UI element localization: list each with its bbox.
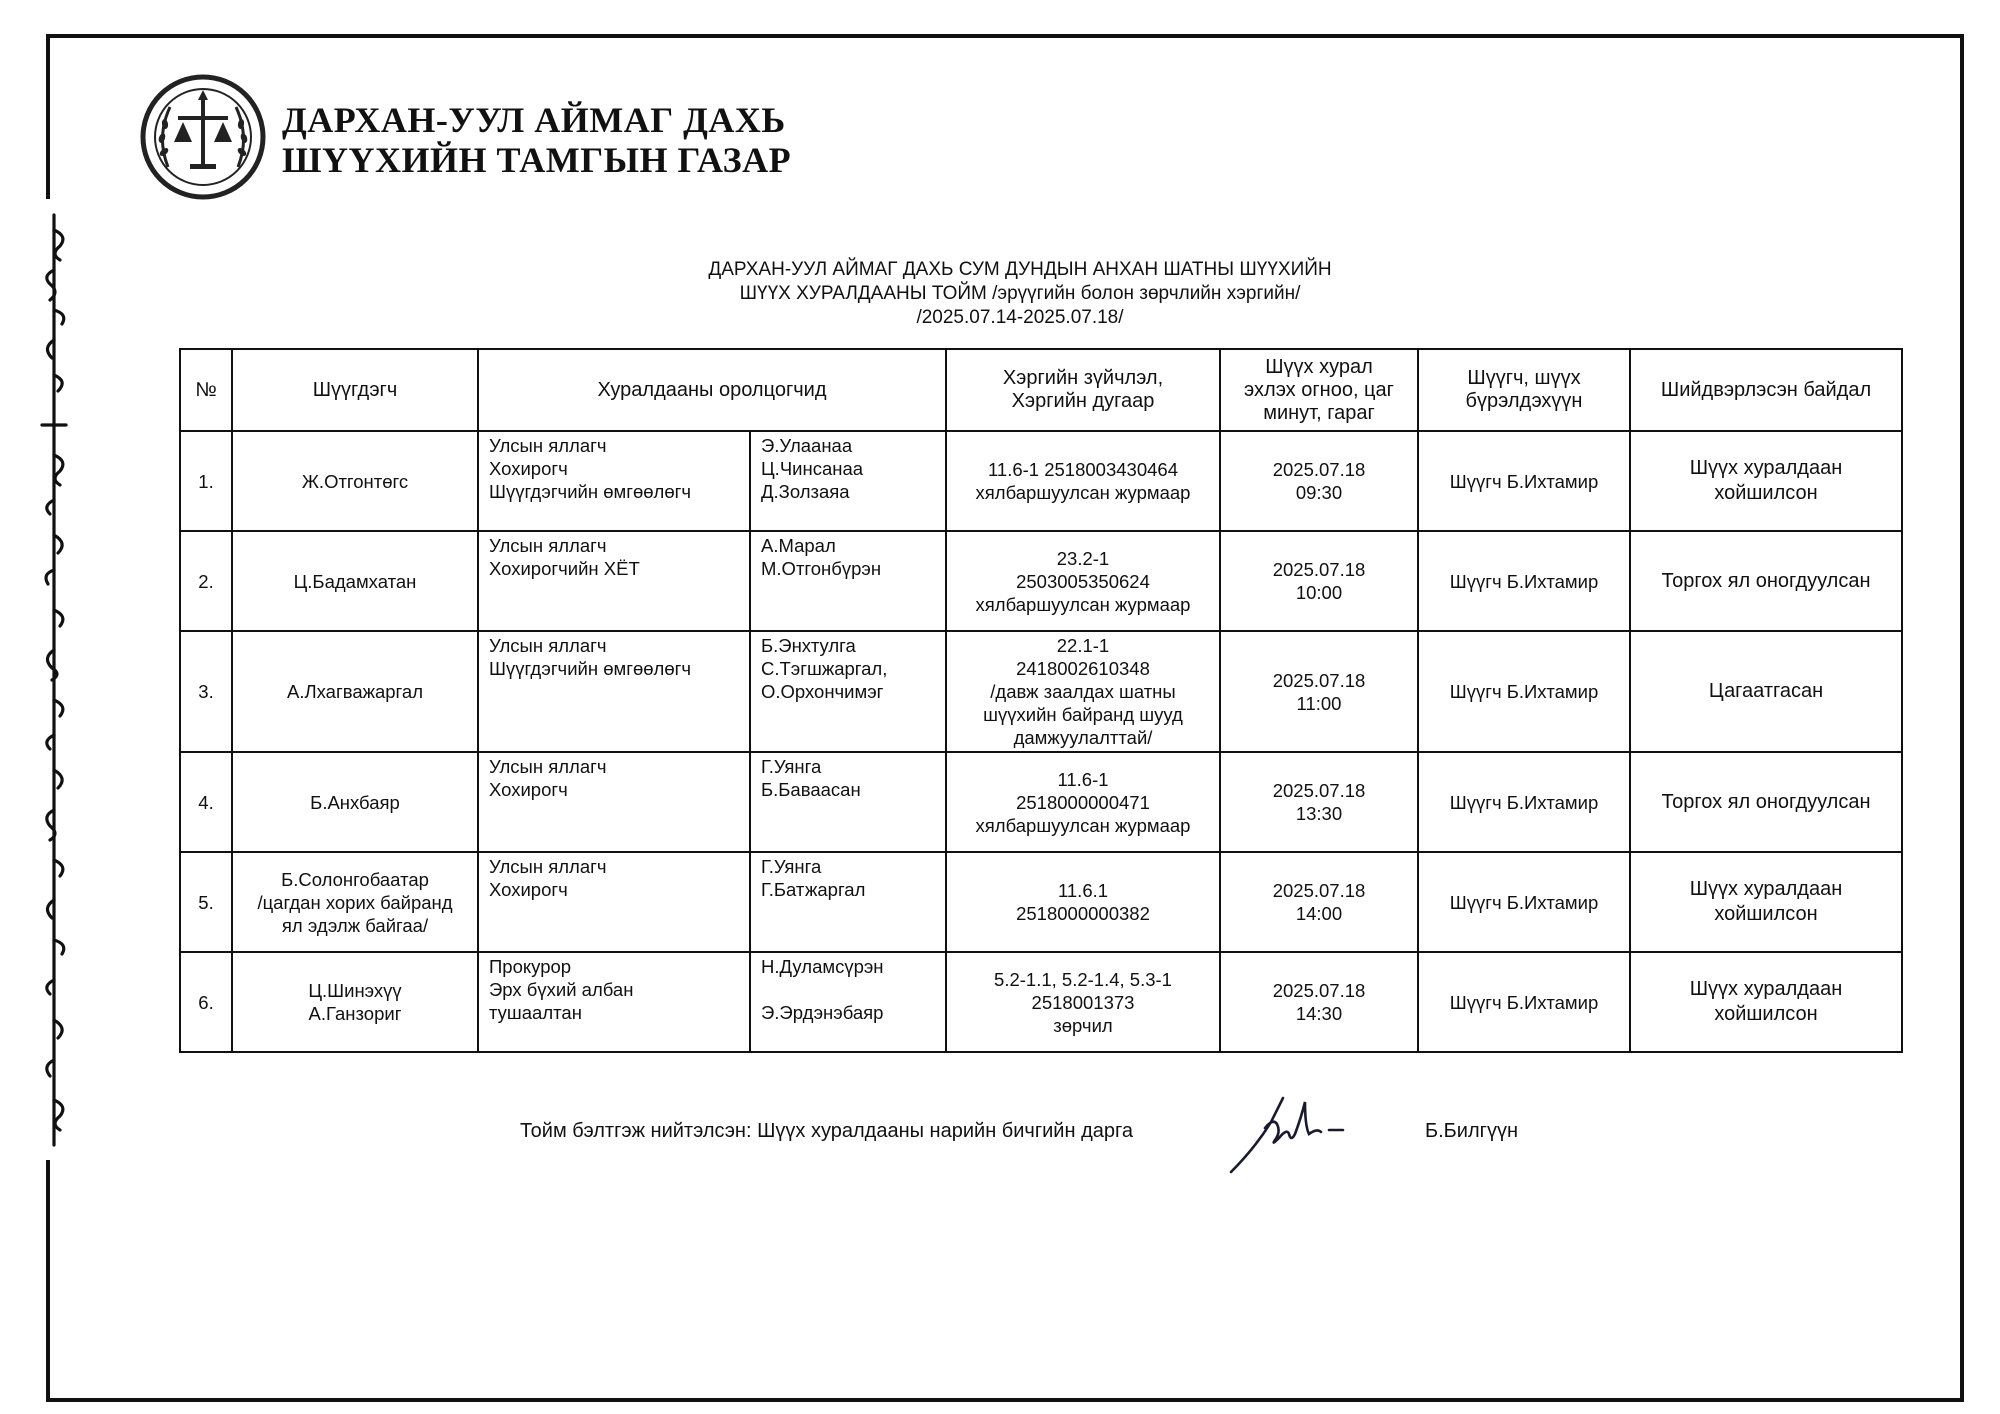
- organization-name: [282, 100, 791, 180]
- col-header-datetime: Шүүх хурал эхлэх огноо, цаг минут, гараг: [1220, 349, 1418, 431]
- row-judge: Шүүгч Б.Ихтамир: [1418, 431, 1630, 531]
- row-datetime: 2025.07.18 11:00: [1220, 631, 1418, 752]
- row-num: 6.: [180, 952, 232, 1052]
- row-num: 4.: [180, 752, 232, 852]
- left-border-bottom: [46, 1160, 50, 1402]
- row-judge: Шүүгч Б.Ихтамир: [1418, 852, 1630, 952]
- table-row: [180, 752, 1902, 852]
- row-defendant: Б.Солонгобаатар /цагдан хорих байранд ял эдэлж байгаа/: [232, 852, 478, 952]
- col-header-participants: Хуралдааны оролцогчид: [478, 349, 946, 431]
- col-header-decision: Шийдвэрлэсэн байдал: [1630, 349, 1902, 431]
- row-participant-roles: Улсын яллагч Хохирогч: [478, 852, 750, 952]
- row-participant-names: Э.Улаанаа Ц.Чинсанаа Д.Золзаяа: [750, 431, 946, 531]
- org-name-line1: ДАРХАН-УУЛ АЙМАГ ДАХЬ: [282, 100, 786, 140]
- table-row: [180, 431, 1902, 531]
- table-header-row: [180, 349, 1902, 431]
- row-participant-names: А.Марал М.Отгонбүрэн: [750, 531, 946, 631]
- table-row: [180, 952, 1902, 1052]
- row-case: 22.1-1 2418002610348 /давж заалдах шатны шүүхийн байранд шууд дамжуулалттай/: [946, 631, 1220, 752]
- court-scales-emblem-icon: [138, 72, 268, 202]
- row-case: 11.6-1 2518003430464 хялбаршуулсан журмаар: [946, 431, 1220, 531]
- row-defendant: Ц.Шинэхүү А.Ганзориг: [232, 952, 478, 1052]
- col-header-num: №: [180, 349, 232, 431]
- row-participant-roles: Улсын яллагч Шүүгдэгчийн өмгөөлөгч: [478, 631, 750, 752]
- row-num: 1.: [180, 431, 232, 531]
- row-case: 11.6.1 2518000000382: [946, 852, 1220, 952]
- row-participant-roles: Улсын яллагч Хохирогч Шүүгдэгчийн өмгөөлөгч: [478, 431, 750, 531]
- title-line1: ДАРХАН-УУЛ АЙМАГ ДАХЬ СУМ ДУНДЫН АНХАН ШАТНЫ ШҮҮХИЙН: [708, 259, 1332, 280]
- prepared-by-line: Тойм бэлтгэж нийтэлсэн: Шүүх хуралдааны нарийн бичгийн дарга: [520, 1120, 1133, 1142]
- mongolian-script-motto: [34, 210, 74, 1150]
- row-judge: Шүүгч Б.Ихтамир: [1418, 752, 1630, 852]
- col-header-defendant: Шүүгдэгч: [232, 349, 478, 431]
- row-num: 3.: [180, 631, 232, 752]
- row-decision: Шүүх хуралдаан хойшилсон: [1630, 852, 1902, 952]
- row-defendant: Ж.Отгонтөгс: [232, 431, 478, 531]
- row-decision: Торгох ял оногдуулсан: [1630, 531, 1902, 631]
- col-header-case: Хэргийн зүйчлэл, Хэргийн дугаар: [946, 349, 1220, 431]
- left-border-top: [46, 34, 50, 199]
- row-decision: Шүүх хуралдаан хойшилсон: [1630, 952, 1902, 1052]
- signer-name: Б.Билгүүн: [1425, 1120, 1518, 1142]
- row-case: 23.2-1 2503005350624 хялбаршуулсан журмаар: [946, 531, 1220, 631]
- row-participant-roles: Прокурор Эрх бүхий албан тушаалтан: [478, 952, 750, 1052]
- row-decision: Цагаатгасан: [1630, 631, 1902, 752]
- table-row: [180, 531, 1902, 631]
- document-title: [600, 258, 1440, 330]
- title-line3: /2025.07.14-2025.07.18/: [916, 307, 1124, 328]
- row-num: 5.: [180, 852, 232, 952]
- row-datetime: 2025.07.18 13:30: [1220, 752, 1418, 852]
- row-defendant: А.Лхагважаргал: [232, 631, 478, 752]
- org-name-line2: ШҮҮХИЙН ТАМГЫН ГАЗАР: [282, 140, 792, 180]
- row-num: 2.: [180, 531, 232, 631]
- row-judge: Шүүгч Б.Ихтамир: [1418, 952, 1630, 1052]
- row-decision: Торгох ял оногдуулсан: [1630, 752, 1902, 852]
- table-row: [180, 852, 1902, 952]
- row-participant-roles: Улсын яллагч Хохирогч: [478, 752, 750, 852]
- row-participant-names: Н.Дуламсүрэн Э.Эрдэнэбаяр: [750, 952, 946, 1052]
- row-participant-roles: Улсын яллагч Хохирогчийн ХЁТ: [478, 531, 750, 631]
- row-participant-names: Г.Уянга Б.Баваасан: [750, 752, 946, 852]
- row-defendant: Б.Анхбаяр: [232, 752, 478, 852]
- handwritten-signature: [1225, 1088, 1350, 1178]
- title-line2: ШҮҮХ ХУРАЛДААНЫ ТОЙМ /эрүүгийн болон зөрчлийн хэргийн/: [739, 283, 1301, 304]
- table-row: [180, 631, 1902, 752]
- row-datetime: 2025.07.18 10:00: [1220, 531, 1418, 631]
- row-decision: Шүүх хуралдаан хойшилсон: [1630, 431, 1902, 531]
- row-participant-names: Б.Энхтулга С.Тэгшжаргал, О.Орхончимэг: [750, 631, 946, 752]
- col-header-judge: Шүүгч, шүүх бүрэлдэхүүн: [1418, 349, 1630, 431]
- row-datetime: 2025.07.18 14:00: [1220, 852, 1418, 952]
- row-participant-names: Г.Уянга Г.Батжаргал: [750, 852, 946, 952]
- row-judge: Шүүгч Б.Ихтамир: [1418, 631, 1630, 752]
- row-defendant: Ц.Бадамхатан: [232, 531, 478, 631]
- row-case: 5.2-1.1, 5.2-1.4, 5.3-1 2518001373 зөрчил: [946, 952, 1220, 1052]
- row-judge: Шүүгч Б.Ихтамир: [1418, 531, 1630, 631]
- row-case: 11.6-1 2518000000471 хялбаршуулсан журмаар: [946, 752, 1220, 852]
- row-datetime: 2025.07.18 14:30: [1220, 952, 1418, 1052]
- row-datetime: 2025.07.18 09:30: [1220, 431, 1418, 531]
- hearing-schedule-table: [179, 348, 1903, 1053]
